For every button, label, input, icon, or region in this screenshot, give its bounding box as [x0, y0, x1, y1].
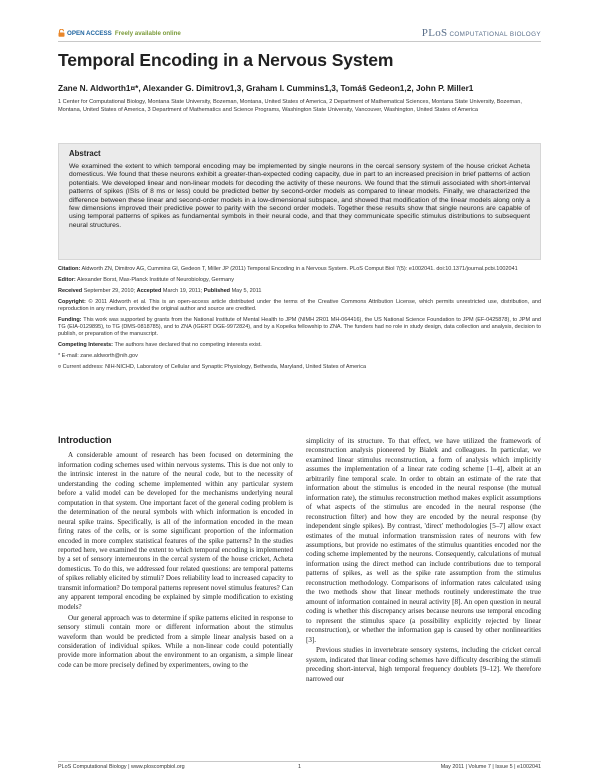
page-number: 1 — [298, 764, 301, 770]
competing-label: Competing Interests: — [58, 342, 114, 349]
body-column-right — [306, 437, 541, 686]
funding-line — [58, 317, 541, 339]
citation-text: Aldworth ZN, Dimitrov AG, Cummins GI, Gedeon T, Miller JP (2011) Temporal Encoding in a Nervous System. PLoS Comput Biol 7(5): e1002041. doi:10.1371/journal.pcbi.1002041 — [81, 266, 518, 272]
published-label: Published — [203, 287, 231, 294]
citation-line — [58, 266, 541, 273]
brand-plos: PLoS — [421, 27, 448, 39]
open-lock-icon — [58, 29, 65, 37]
article-title: Temporal Encoding in a Nervous System — [58, 50, 394, 70]
abstract-text: We examined the extent to which temporal encoding may be implemented by single neurons in the cercal sensory system of the house cricket Acheta domesticus. We found that these neurons exhibit a greater-than-expected coding capacity, due in part to an increased precision in brief patterns of action potentials. We developed linear and non-linear models for decoding the activity of these neurons. We found that the stimuli associated with short-interval patterns of spikes (ISIs of 8 ms or less) could be predicted better by second-order models as compared to linear models. Finally, we characterized the difference between these linear and second-order models in a low-dimensional subspace, and showed that modification of the linear models along only a few dimensions improved their predictive power to parity with the second order models. Together these results show that single neurons are capable of using temporal patterns of spikes as fundamental symbols in their neural code, and that they communicate specific stimulus distributions to subsequent neural structures. — [69, 163, 530, 229]
header-divider — [58, 41, 541, 42]
copyright-line — [58, 299, 541, 314]
article-metadata — [58, 266, 541, 375]
editor-text: Alexander Borst, Max-Planck Institute of Neurobiology, Germany — [76, 276, 234, 283]
intro-paragraph-3: Previous studies in invertebrate sensory systems, including the cricket cercal system, indicated that linear coding schemes have difficulty describing the stimuli preceding short-interval, high temporal frequency doublets [9–12]. We therefore narrowed our — [306, 646, 541, 683]
competing-text: The authors have declared that no competing interests exist. — [114, 342, 262, 349]
published-date: May 5, 2011 — [231, 287, 262, 294]
open-access-badge — [58, 29, 181, 37]
copyright-text: © 2011 Aldworth et al. This is an open-access article distributed under the terms of the Creative Commons Attribution License, which permits unrestricted use, distribution, and reproduction in any medium, provided the original author and source are credited. — [58, 298, 541, 312]
body-column-left — [58, 436, 293, 672]
journal-header-bar — [58, 28, 541, 40]
editor-line — [58, 277, 541, 284]
editor-label: Editor: — [58, 276, 76, 283]
affiliations: 1 Center for Computational Biology, Montana State University, Bozeman, Montana, United States of America, 2 Department of Mathematical Sciences, Montana State University, Bozeman, Montana, United States of America, 3 Department of Mathematics and Science Programs, Washington State University, Vancouver, Washington, United States of America — [58, 99, 522, 114]
email-line: * E-mail: zane.aldworth@nih.gov — [58, 353, 138, 360]
footer-issue-info: May 2011 | Volume 7 | Issue 5 | e1002041 — [440, 764, 541, 770]
introduction-heading: Introduction — [58, 435, 112, 445]
copyright-label: Copyright: — [58, 298, 86, 305]
received-label: Received — [58, 287, 83, 294]
intro-paragraph-2: Our general approach was to determine if spike patterns elicited in response to sensory stimuli contain more or different information about the stimulus waveform than would be predicted from a simple linear analysis based on a consideration of individual spikes. While a non-linear code could potentially provide more information about the environment to an organism, a simple linear code can be more precisely defined by experimenters, owing to the — [58, 613, 293, 669]
footer-divider — [58, 761, 541, 762]
freely-available-label: Freely available online — [114, 29, 181, 37]
accepted-date: March 19, 2011; — [162, 287, 203, 294]
dates-line — [58, 288, 541, 295]
funding-text: This work was supported by grants from the National Institute of Mental Health to JPM (NIMH 2R01 MH-064416), the US National Science Foundation to JPM (EF-0425878), to JPM and TG (EIA-0129895), to TG (DMS-0818785), and to ZNA (IGERT DGE-9972824), and by a Kopeika fellowship to ZNA. The funders had no role in study design, data collection and analysis, decision to publish, or preparation of the manuscript. — [58, 316, 541, 338]
current-address-line: ¤ Current address: NIH-NICHD, Laboratory of Cellular and Synaptic Physiology, Bethesda, Maryland, United States of America — [58, 364, 367, 371]
intro-paragraph-1: A considerable amount of research has been focused on determining the information coding schemes used within nervous systems. This is due not only to the intrinsic interest in the nature of the neural code, but to the necessity of understanding the coding scheme implemented within any particular system before a valid model can be developed for the mechanisms underlying neural computation in that system. One important facet of the general coding problem is the determination of the neural symbols with which information is encoded in neural spike trains. Specifically, is all of the information encoded in the mean firing rates of the cells, or is some significant proportion of the information encoded in more complex statistical features of the spike patterns? In the studies reported here, we examined the extent to which temporal encoding is implemented by a set of sensory interneurons in the cercal system of the house cricket, Acheta domesticus. To do this, we addressed four related questions: are temporal patterns of spikes reliably elicited by stimuli? Does reliability lead to increased capacity to transmit information? Do temporal patterns represent novel stimulus features? Can any apparent temporal encoding be explained by simple modification to existing models? — [58, 451, 294, 611]
brand-journal-name: COMPUTATIONAL BIOLOGY — [449, 31, 541, 38]
abstract-heading: Abstract — [69, 149, 101, 158]
footer-journal-link[interactable]: PLoS Computational Biology | www.ploscompbiol.org — [58, 764, 185, 770]
citation-label: Citation: — [58, 266, 81, 272]
intro-paragraph-2-continued: simplicity of its structure. To that effect, we have utilized the framework of reconstruction analysis pioneered by Bialek and colleagues. In particular, we examined linear stimulus reconstruction, a form of analysis which implicitly assumes the implementation of a linear rate coding scheme [1–4], albeit at an arbitrarily fine temporal scale. In order to obtain an estimate of the rate that information about the stimulus is encoded in the neural response (the mutual information rate), the stimulus reconstruction method makes explicit assumptions of what aspects of the stimulus are encoded in the neural response (the reconstruction filter) and how they are encoded by the neural response (by independent single spikes). By contrast, 'direct' methodologies [5–7] allow exact estimates of the mutual information transmission rates of neurons with few assumptions, but provide no estimates of the stimulus quantities encoded nor the coding scheme implemented by the neurons. Consequently, calculations of mutual information using the direct method can include contributions due to temporal patterns of spikes, as well as the spike rate assumption from the stimulus reconstruction methodology. Comparisons of information rates calculated using the two methods show that linear methods routinely underestimate the true amount of information contained in neural activity [8]. An open question in neural coding is whether this discrepancy arises because neurons use temporal encoding to represent the stimulus space (a possibility explicitly rejected by linear reconstruction), or whether the information gap is caused by other nonlinearities [3]. — [306, 437, 541, 644]
journal-brand — [422, 27, 541, 39]
received-date: September 29, 2010; — [83, 287, 136, 294]
open-access-label: OPEN ACCESS — [67, 29, 112, 37]
competing-interests-line — [58, 342, 541, 349]
author-list: Zane N. Aldworth1¤*, Alexander G. Dimitrov1,3, Graham I. Cummins1,3, Tomáš Gedeon1,2, John P. Miller1 — [58, 83, 474, 93]
funding-label: Funding: — [58, 316, 82, 323]
accepted-label: Accepted — [136, 287, 162, 294]
abstract-box — [58, 143, 541, 260]
